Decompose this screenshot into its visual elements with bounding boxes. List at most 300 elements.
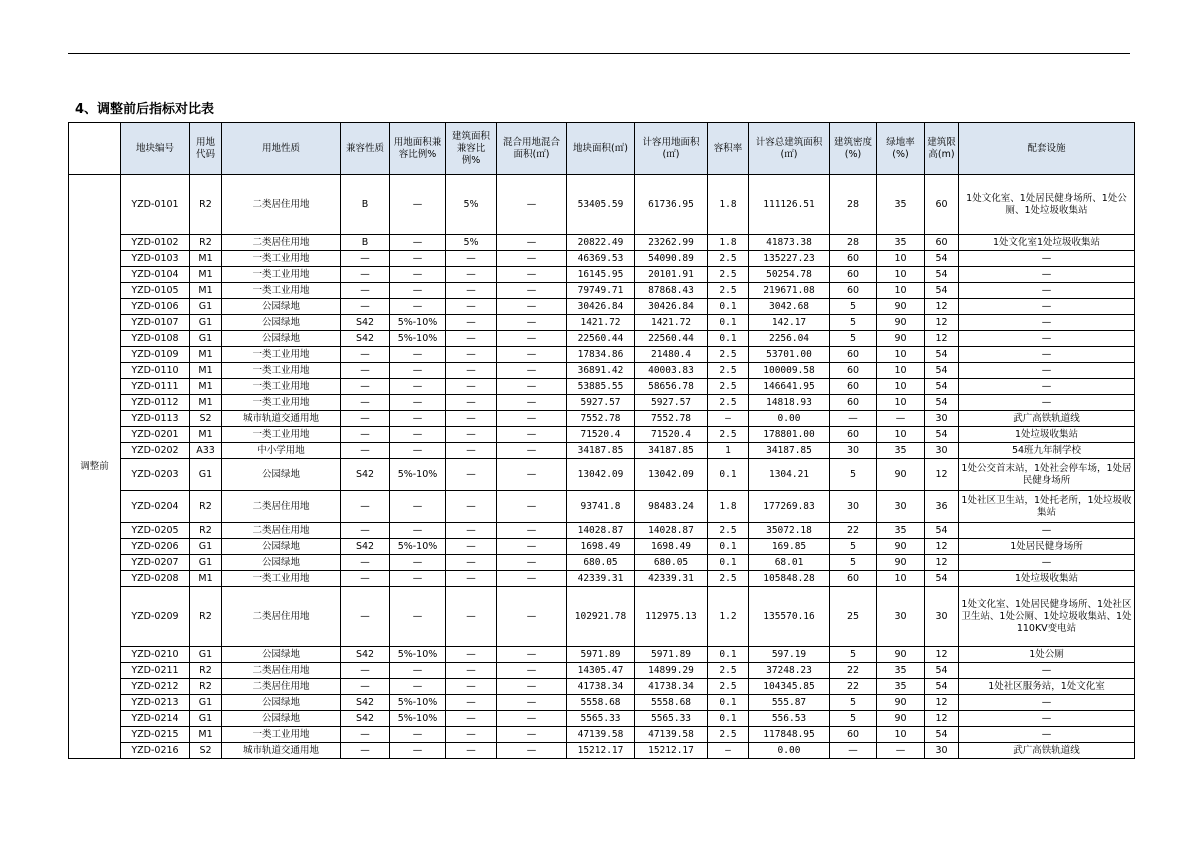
table-cell: 一类工业用地 xyxy=(222,395,341,411)
table-cell: 54 xyxy=(925,679,959,695)
table-cell: S42 xyxy=(341,459,390,491)
table-cell: 135227.23 xyxy=(749,251,830,267)
table-cell: 5 xyxy=(830,299,877,315)
table-cell: 53405.59 xyxy=(567,175,635,235)
table-cell: — xyxy=(497,411,567,427)
table-cell: 54 xyxy=(925,395,959,411)
table-cell: 47139.58 xyxy=(635,727,708,743)
table-cell: — xyxy=(341,379,390,395)
table-cell: — xyxy=(497,283,567,299)
table-cell: 3042.68 xyxy=(749,299,830,315)
table-cell: 公园绿地 xyxy=(222,647,341,663)
table-cell: — xyxy=(390,427,446,443)
table-row xyxy=(69,427,1135,443)
table-cell: — xyxy=(390,251,446,267)
table-cell: M1 xyxy=(190,347,222,363)
table-cell: 1处垃圾收集站 xyxy=(959,571,1135,587)
column-header: 计容用地面积(㎡) xyxy=(635,123,708,175)
table-cell: 5927.57 xyxy=(567,395,635,411)
table-row xyxy=(69,175,1135,235)
table-cell: — xyxy=(390,571,446,587)
table-cell: — xyxy=(959,299,1135,315)
table-cell: 556.53 xyxy=(749,711,830,727)
table-cell: 1698.49 xyxy=(635,539,708,555)
table-cell: 0.1 xyxy=(708,711,749,727)
table-cell: — xyxy=(446,283,497,299)
table-cell: 5 xyxy=(830,695,877,711)
table-cell: — xyxy=(497,571,567,587)
table-cell: 35 xyxy=(877,679,925,695)
table-cell: 2.5 xyxy=(708,283,749,299)
table-cell: 50254.78 xyxy=(749,267,830,283)
table-cell: 10 xyxy=(877,571,925,587)
table-cell: G1 xyxy=(190,459,222,491)
table-cell: 中小学用地 xyxy=(222,443,341,459)
table-cell: 5%-10% xyxy=(390,711,446,727)
table-cell: YZD-0102 xyxy=(121,235,190,251)
table-cell: S42 xyxy=(341,695,390,711)
table-cell: 35 xyxy=(877,175,925,235)
column-header: 绿地率(%) xyxy=(877,123,925,175)
table-cell: 5565.33 xyxy=(635,711,708,727)
table-row xyxy=(69,587,1135,647)
table-cell: 680.05 xyxy=(567,555,635,571)
table-cell: B xyxy=(341,235,390,251)
table-cell: 一类工业用地 xyxy=(222,427,341,443)
table-cell: 12 xyxy=(925,299,959,315)
table-cell: 1处文化室、1处居民健身场所、1处公厕、1处垃圾收集站 xyxy=(959,175,1135,235)
table-cell: 54 xyxy=(925,363,959,379)
table-cell: M1 xyxy=(190,395,222,411)
table-cell: — xyxy=(497,523,567,539)
table-cell: A33 xyxy=(190,443,222,459)
table-cell: R2 xyxy=(190,175,222,235)
table-cell: 90 xyxy=(877,647,925,663)
table-cell: — xyxy=(390,283,446,299)
table-cell: 54 xyxy=(925,379,959,395)
table-cell: — xyxy=(446,523,497,539)
table-cell: 1 xyxy=(708,443,749,459)
table-cell: 12 xyxy=(925,459,959,491)
table-cell: 5 xyxy=(830,555,877,571)
table-cell: 二类居住用地 xyxy=(222,523,341,539)
table-cell: — xyxy=(390,363,446,379)
table-cell: 22 xyxy=(830,679,877,695)
table-cell: 1处社区服务站，1处文化室 xyxy=(959,679,1135,695)
table-row xyxy=(69,347,1135,363)
table-cell: 53885.55 xyxy=(567,379,635,395)
table-cell: 93741.8 xyxy=(567,491,635,523)
table-cell: 1处文化室、1处居民健身场所、1处社区卫生站、1处公厕、1处垃圾收集站、1处110KV变电站 xyxy=(959,587,1135,647)
table-cell: S42 xyxy=(341,331,390,347)
table-cell: 34187.85 xyxy=(635,443,708,459)
table-cell: 20822.49 xyxy=(567,235,635,251)
table-cell: 2.5 xyxy=(708,363,749,379)
table-cell: — xyxy=(446,711,497,727)
table-cell: 14028.87 xyxy=(635,523,708,539)
table-cell: 41738.34 xyxy=(635,679,708,695)
table-cell: 22 xyxy=(830,663,877,679)
table-cell: 28 xyxy=(830,175,877,235)
table-row xyxy=(69,459,1135,491)
table-cell: — xyxy=(497,711,567,727)
table-cell: 60 xyxy=(830,571,877,587)
table-cell: 城市轨道交通用地 xyxy=(222,411,341,427)
table-cell: 公园绿地 xyxy=(222,299,341,315)
table-cell: 1.2 xyxy=(708,587,749,647)
table-cell: 177269.83 xyxy=(749,491,830,523)
table-cell: 2.5 xyxy=(708,663,749,679)
table-cell: S42 xyxy=(341,647,390,663)
table-cell: — xyxy=(497,743,567,759)
table-row xyxy=(69,315,1135,331)
table-cell: G1 xyxy=(190,711,222,727)
table-cell: 98483.24 xyxy=(635,491,708,523)
column-header: 配套设施 xyxy=(959,123,1135,175)
table-row xyxy=(69,331,1135,347)
table-cell: 58656.78 xyxy=(635,379,708,395)
table-cell: YZD-0105 xyxy=(121,283,190,299)
column-header: 用地面积兼容比例% xyxy=(390,123,446,175)
table-cell: — xyxy=(341,395,390,411)
table-cell: — xyxy=(959,315,1135,331)
table-cell: 14305.47 xyxy=(567,663,635,679)
table-cell: 16145.95 xyxy=(567,267,635,283)
table-cell: 5 xyxy=(830,647,877,663)
table-cell: — xyxy=(446,647,497,663)
table-cell: 0.00 xyxy=(749,411,830,427)
table-cell: — xyxy=(446,251,497,267)
table-cell: — xyxy=(390,587,446,647)
table-cell: — xyxy=(390,379,446,395)
table-cell: 42339.31 xyxy=(567,571,635,587)
table-cell: 30 xyxy=(830,491,877,523)
table-cell: 54 xyxy=(925,427,959,443)
table-cell: — xyxy=(497,647,567,663)
table-cell: 112975.13 xyxy=(635,587,708,647)
table-cell: — xyxy=(497,587,567,647)
table-cell: 15212.17 xyxy=(567,743,635,759)
table-cell: 35 xyxy=(877,235,925,251)
table-cell: — xyxy=(497,443,567,459)
table-cell: YZD-0202 xyxy=(121,443,190,459)
table-cell: 2.5 xyxy=(708,395,749,411)
table-cell: 二类居住用地 xyxy=(222,679,341,695)
table-cell: 30 xyxy=(877,491,925,523)
table-cell: — xyxy=(341,443,390,459)
table-cell: 0.1 xyxy=(708,539,749,555)
table-cell: 22560.44 xyxy=(635,331,708,347)
table-cell: 10 xyxy=(877,347,925,363)
table-cell: — xyxy=(446,663,497,679)
table-cell: 54 xyxy=(925,571,959,587)
table-cell: 146641.95 xyxy=(749,379,830,395)
table-cell: 46369.53 xyxy=(567,251,635,267)
table-cell: 2.5 xyxy=(708,267,749,283)
table-cell: — xyxy=(959,379,1135,395)
table-cell: 5%-10% xyxy=(390,331,446,347)
table-cell: 60 xyxy=(830,379,877,395)
table-cell: YZD-0201 xyxy=(121,427,190,443)
table-cell: YZD-0203 xyxy=(121,459,190,491)
table-cell: 36 xyxy=(925,491,959,523)
table-cell: — xyxy=(497,315,567,331)
table-cell: 54090.89 xyxy=(635,251,708,267)
table-cell: 71520.4 xyxy=(635,427,708,443)
table-cell: 12 xyxy=(925,331,959,347)
table-cell: 二类居住用地 xyxy=(222,663,341,679)
table-row xyxy=(69,379,1135,395)
table-cell: — xyxy=(708,411,749,427)
table-cell: 10 xyxy=(877,395,925,411)
table-cell: 68.01 xyxy=(749,555,830,571)
table-cell: R2 xyxy=(190,235,222,251)
table-cell: 60 xyxy=(925,175,959,235)
table-cell: 2.5 xyxy=(708,347,749,363)
table-cell: — xyxy=(497,663,567,679)
column-header: 混合用地混合面积(㎡) xyxy=(497,123,567,175)
table-cell: — xyxy=(877,411,925,427)
table-cell: M1 xyxy=(190,251,222,267)
table-cell: YZD-0109 xyxy=(121,347,190,363)
table-cell: YZD-0113 xyxy=(121,411,190,427)
table-cell: — xyxy=(390,347,446,363)
table-cell: 2.5 xyxy=(708,727,749,743)
table-cell: 0.1 xyxy=(708,459,749,491)
table-cell: YZD-0106 xyxy=(121,299,190,315)
table-cell: — xyxy=(959,727,1135,743)
table-cell: 2.5 xyxy=(708,379,749,395)
table-cell: 54 xyxy=(925,251,959,267)
table-cell: — xyxy=(497,539,567,555)
table-cell: R2 xyxy=(190,587,222,647)
table-row xyxy=(69,663,1135,679)
table-cell: — xyxy=(341,363,390,379)
table-cell: 10 xyxy=(877,251,925,267)
table-cell: 2.5 xyxy=(708,427,749,443)
table-cell: — xyxy=(497,299,567,315)
table-cell: — xyxy=(497,491,567,523)
table-cell: 12 xyxy=(925,711,959,727)
table-cell: M1 xyxy=(190,379,222,395)
table-cell: 30 xyxy=(925,587,959,647)
table-cell: — xyxy=(446,379,497,395)
table-cell: — xyxy=(497,379,567,395)
table-cell: — xyxy=(390,555,446,571)
table-cell: 30 xyxy=(925,411,959,427)
table-cell: 15212.17 xyxy=(635,743,708,759)
table-cell: 武广高铁轨道线 xyxy=(959,743,1135,759)
table-cell: — xyxy=(341,663,390,679)
table-cell: 117848.95 xyxy=(749,727,830,743)
column-header: 建筑面积兼容比例% xyxy=(446,123,497,175)
table-cell: 公园绿地 xyxy=(222,315,341,331)
table-cell: 54 xyxy=(925,523,959,539)
table-cell: 111126.51 xyxy=(749,175,830,235)
table-cell: — xyxy=(830,411,877,427)
table-cell: 1.8 xyxy=(708,175,749,235)
table-row xyxy=(69,363,1135,379)
table-cell: — xyxy=(341,587,390,647)
table-cell: YZD-0111 xyxy=(121,379,190,395)
table-cell: 60 xyxy=(830,267,877,283)
table-cell: 1.8 xyxy=(708,235,749,251)
table-cell: — xyxy=(446,427,497,443)
table-cell: 一类工业用地 xyxy=(222,283,341,299)
table-cell: — xyxy=(341,727,390,743)
table-cell: — xyxy=(446,743,497,759)
table-cell: — xyxy=(390,443,446,459)
table-row xyxy=(69,727,1135,743)
table-cell: 1处公厕 xyxy=(959,647,1135,663)
table-cell: 公园绿地 xyxy=(222,331,341,347)
table-cell: — xyxy=(390,523,446,539)
table-cell: 0.1 xyxy=(708,331,749,347)
table-cell: 12 xyxy=(925,539,959,555)
table-cell: 二类居住用地 xyxy=(222,491,341,523)
table-cell: 5971.89 xyxy=(567,647,635,663)
table-row xyxy=(69,395,1135,411)
table-cell: 54 xyxy=(925,267,959,283)
table-cell: — xyxy=(446,395,497,411)
table-cell: 13042.09 xyxy=(567,459,635,491)
table-cell: 1421.72 xyxy=(635,315,708,331)
table-cell: 23262.99 xyxy=(635,235,708,251)
table-cell: — xyxy=(341,283,390,299)
table-cell: 54 xyxy=(925,663,959,679)
table-cell: 10 xyxy=(877,379,925,395)
table-cell: G1 xyxy=(190,555,222,571)
table-cell: 5%-10% xyxy=(390,459,446,491)
table-cell: 1.8 xyxy=(708,491,749,523)
table-cell: 60 xyxy=(830,347,877,363)
table-cell: M1 xyxy=(190,571,222,587)
group-header-cell xyxy=(69,123,121,175)
table-cell: 71520.4 xyxy=(567,427,635,443)
table-cell: 79749.71 xyxy=(567,283,635,299)
table-row xyxy=(69,251,1135,267)
table-cell: B xyxy=(341,175,390,235)
table-cell: 60 xyxy=(830,395,877,411)
table-cell: 10 xyxy=(877,283,925,299)
table-cell: — xyxy=(497,235,567,251)
table-cell: 30 xyxy=(925,443,959,459)
table-cell: — xyxy=(341,743,390,759)
table-cell: 一类工业用地 xyxy=(222,347,341,363)
table-cell: YZD-0210 xyxy=(121,647,190,663)
table-cell: — xyxy=(497,695,567,711)
table-cell: 25 xyxy=(830,587,877,647)
table-cell: 21480.4 xyxy=(635,347,708,363)
table-cell: YZD-0204 xyxy=(121,491,190,523)
table-cell: M1 xyxy=(190,727,222,743)
comparison-table xyxy=(68,122,1135,759)
table-cell: 30426.84 xyxy=(635,299,708,315)
table-cell: 2256.04 xyxy=(749,331,830,347)
table-cell: — xyxy=(959,267,1135,283)
table-cell: — xyxy=(341,679,390,695)
table-row xyxy=(69,571,1135,587)
table-cell: — xyxy=(390,727,446,743)
table-cell: S42 xyxy=(341,539,390,555)
table-row xyxy=(69,647,1135,663)
table-cell: — xyxy=(959,523,1135,539)
table-cell: — xyxy=(959,363,1135,379)
table-cell: — xyxy=(446,555,497,571)
table-cell: 1421.72 xyxy=(567,315,635,331)
table-cell: 219671.08 xyxy=(749,283,830,299)
table-cell: 5%-10% xyxy=(390,539,446,555)
table-cell: YZD-0207 xyxy=(121,555,190,571)
table-cell: G1 xyxy=(190,695,222,711)
table-row xyxy=(69,523,1135,539)
table-cell: YZD-0214 xyxy=(121,711,190,727)
table-cell: 35 xyxy=(877,523,925,539)
table-cell: — xyxy=(959,283,1135,299)
table-cell: R2 xyxy=(190,491,222,523)
table-cell: 1304.21 xyxy=(749,459,830,491)
table-cell: 60 xyxy=(830,727,877,743)
table-cell: 90 xyxy=(877,315,925,331)
table-row xyxy=(69,491,1135,523)
table-cell: 7552.78 xyxy=(635,411,708,427)
table-cell: 5558.68 xyxy=(567,695,635,711)
table-cell: YZD-0209 xyxy=(121,587,190,647)
table-cell: — xyxy=(446,571,497,587)
table-cell: M1 xyxy=(190,267,222,283)
table-cell: — xyxy=(446,587,497,647)
table-cell: 135570.16 xyxy=(749,587,830,647)
table-cell: 142.17 xyxy=(749,315,830,331)
table-cell: G1 xyxy=(190,331,222,347)
column-header: 计容总建筑面积(㎡) xyxy=(749,123,830,175)
table-cell: 53701.00 xyxy=(749,347,830,363)
table-cell: G1 xyxy=(190,315,222,331)
table-cell: 一类工业用地 xyxy=(222,363,341,379)
table-cell: 0.00 xyxy=(749,743,830,759)
table-cell: 2.5 xyxy=(708,679,749,695)
table-cell: — xyxy=(959,251,1135,267)
table-cell: 1处居民健身场所 xyxy=(959,539,1135,555)
table-cell: — xyxy=(446,727,497,743)
table-cell: 5 xyxy=(830,711,877,727)
table-cell: — xyxy=(497,267,567,283)
table-cell: — xyxy=(446,679,497,695)
column-header: 兼容性质 xyxy=(341,123,390,175)
table-cell: 60 xyxy=(925,235,959,251)
table-cell: S42 xyxy=(341,711,390,727)
table-cell: 34187.85 xyxy=(749,443,830,459)
table-cell: 2.5 xyxy=(708,571,749,587)
table-cell: 90 xyxy=(877,299,925,315)
table-cell: 10 xyxy=(877,727,925,743)
table-cell: — xyxy=(390,299,446,315)
table-cell: 12 xyxy=(925,695,959,711)
table-cell: — xyxy=(959,331,1135,347)
table-cell: 555.87 xyxy=(749,695,830,711)
column-header: 建筑限高(m) xyxy=(925,123,959,175)
table-cell: — xyxy=(390,663,446,679)
table-cell: R2 xyxy=(190,663,222,679)
table-row xyxy=(69,443,1135,459)
table-cell: G1 xyxy=(190,299,222,315)
column-header: 容积率 xyxy=(708,123,749,175)
table-cell: S2 xyxy=(190,411,222,427)
table-cell: YZD-0103 xyxy=(121,251,190,267)
table-cell: 0.1 xyxy=(708,299,749,315)
table-row xyxy=(69,695,1135,711)
table-cell: 5 xyxy=(830,459,877,491)
